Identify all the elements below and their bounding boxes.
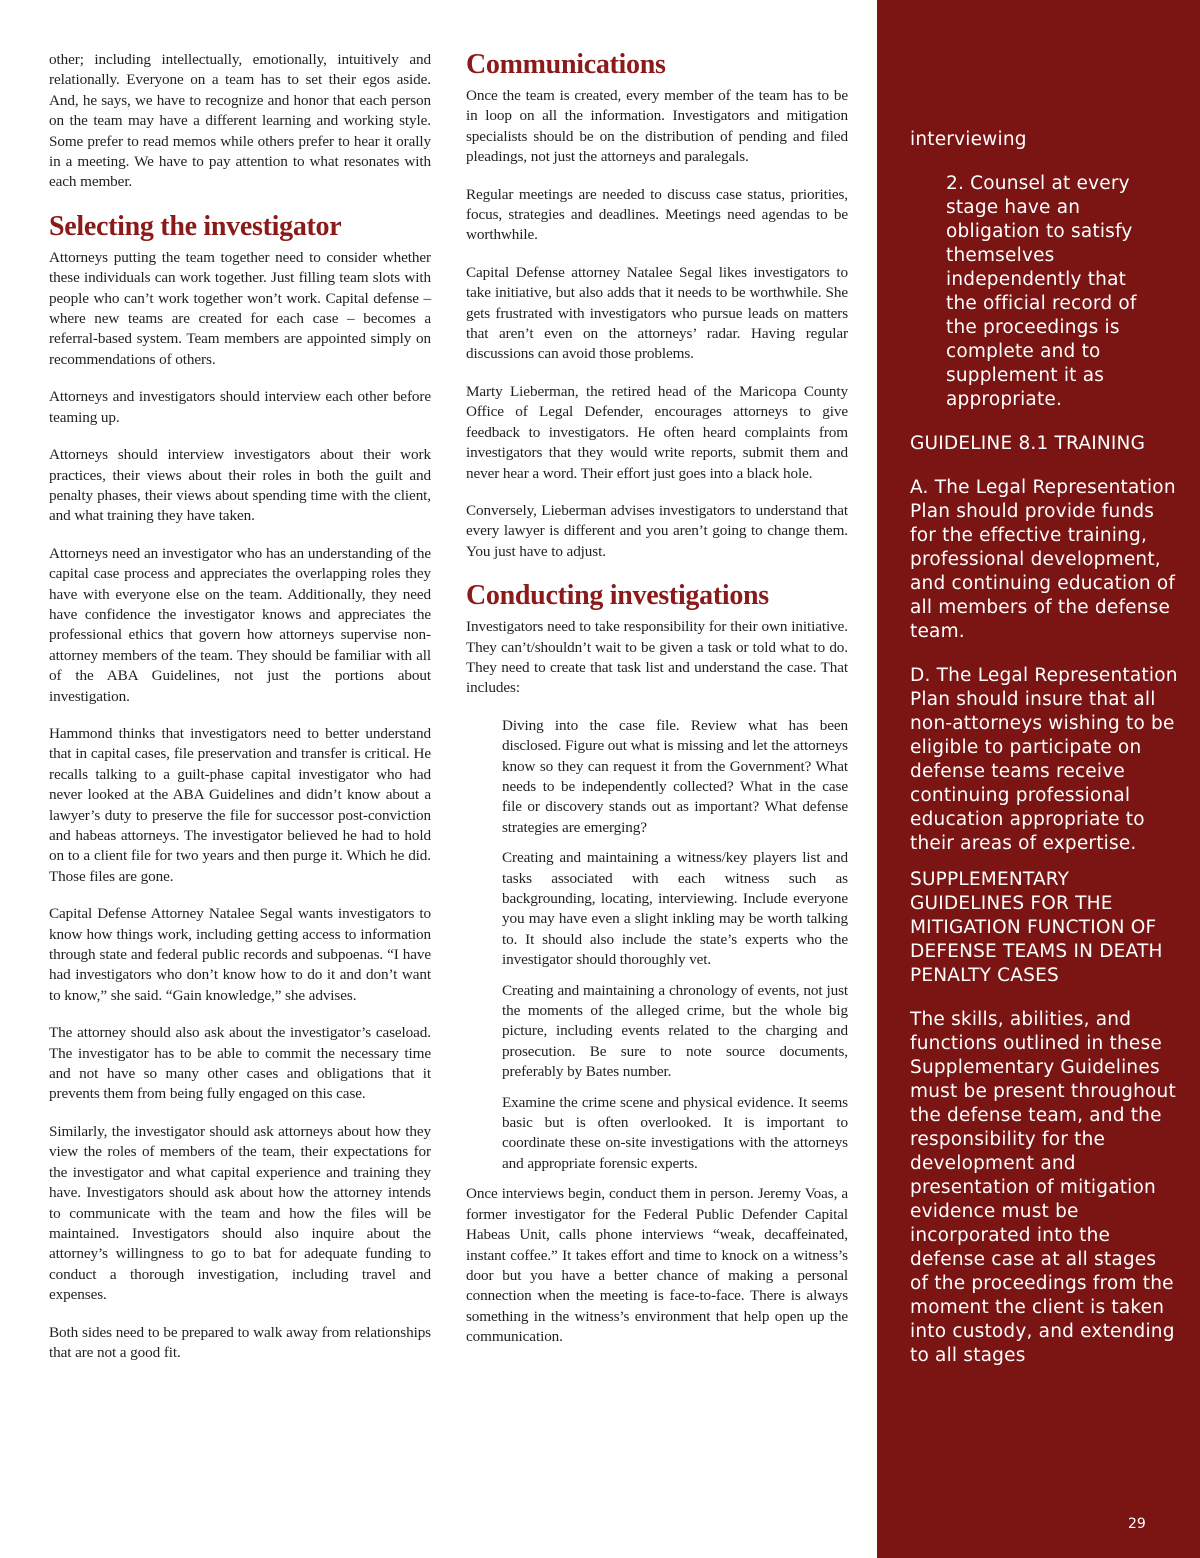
sidebar-lead-line: interviewing: [910, 129, 1027, 150]
left-column: [49, 50, 431, 1380]
body-paragraph: Capital Defense attorney Natalee Segal likes investigators to take initiative, but also adds that it needs to be worthwhile. She gets frustrated with investigators who pursue leads on matters that aren’t even on the attorneys’ radar. Having regular discussions can avoid those problems.: [466, 263, 848, 363]
body-paragraph: Similarly, the investigator should ask attorneys about how they view the roles of members of the team, their expectations for the investigator and what capital experience and training they have. Investigators should ask about how the attorney intends to communicate with the team and how the files will be maintained. Investigators should also inquire about the attorney’s willingness to go to bat for adequate funding to conduct a thorough investigation, including travel and expenses.: [49, 1122, 431, 1304]
sidebar-item-2: 2. Counsel at every stage have an obligation to satisfy themselves independently that the official record of the proceedings is complete and to supplement it as appropriate.: [946, 173, 1137, 410]
sidebar-content: [910, 128, 1180, 1388]
body-paragraph: Marty Lieberman, the retired head of the Maricopa County Office of Legal Defender, encourages attorneys to give feedback to investigators. He often heard complaints from investigators that they would write reports, submit them and never hear a word. Their effort just goes into a black hole.: [466, 382, 848, 482]
sidebar-item-d: D. The Legal Representation Plan should insure that all non-attorneys wishing to be eligible to participate on defense teams receive continuing professional education appropriate to their areas of expertise.: [910, 665, 1178, 854]
section-heading-conducting-investigations: Conducting investigations: [466, 580, 769, 612]
body-paragraph: Attorneys and investigators should interview each other before teaming up.: [49, 388, 431, 426]
sidebar-item-a: A. The Legal Representation Plan should provide funds for the effective training, professional development, and continuing education of all members of the defense team.: [910, 477, 1176, 642]
body-paragraph: Once the team is created, every member of the team has to be in loop on all the information. Investigators and mitigation specialists should be on the distribution of pending and filed pleadings, not just the attorneys and paralegals.: [466, 87, 848, 166]
list-item: Examine the crime scene and physical evidence. It seems basic but is often overlooked. It is important to coordinate these on-site investigations with the attorneys and appropriate forensic experts.: [502, 1093, 848, 1172]
list-item: Creating and maintaining a witness/key players list and tasks associated with each witness such as backgrounding, locating, interviewing. Include everyone you may have even a slight inkling may be worth talking to. It should also include the state’s experts who the investigator should thoroughly vet.: [502, 849, 848, 969]
intro-paragraph: other; including intellectually, emotionally, intuitively and relationally. Everyone on a team has to set their egos aside. And, he says, we have to recognize and honor that each person on the team may have a different learning and working style. Some prefer to read memos while others prefer to hear it orally in a meeting. We have to pay attention to what resonates with each member.: [49, 51, 431, 191]
section-heading-communications: Communications: [466, 49, 666, 80]
supplementary-heading: SUPPLEMENTARY GUIDELINES FOR THE MITIGATION FUNCTION OF DEFENSE TEAMS IN DEATH PENALTY CASES: [910, 869, 1163, 986]
task-list: [502, 716, 848, 1175]
body-paragraph: The attorney should also ask about the investigator’s caseload. The investigator has to be able to commit the necessary time and not have so many other cases and obligations that it prevents them from being fully engaged on this case.: [49, 1024, 431, 1103]
body-paragraph: Hammond thinks that investigators need to better understand that in capital cases, file preservation and transfer is critical. He recalls talking to a guilt-phase capital investigator who had never looked at the ABA Guidelines and didn’t know about a lawyer’s duty to preserve the file for successor post-conviction and habeas attorneys. The investigator believed he had to hold on to a client file for two years and then purge it. Which he did. Those files are gone.: [49, 724, 431, 885]
list-item: Diving into the case file. Review what has been disclosed. Figure out what is missing and let the attorneys know so they can request it from the Government? What needs to be independently collected? What in the case file or discovery stands out as important? What defense strategies are emerging?: [502, 716, 848, 836]
body-paragraph: Both sides need to be prepared to walk away from relationships that are not a good fit.: [49, 1323, 431, 1361]
section-heading-selecting-investigator: Selecting the investigator: [49, 210, 342, 242]
guideline-heading: GUIDELINE 8.1 TRAINING: [910, 433, 1146, 454]
body-paragraph: Regular meetings are needed to discuss case status, priorities, focus, strategies and deadlines. Meetings need agendas to be worthwhile.: [466, 185, 848, 244]
list-item: Creating and maintaining a chronology of events, not just the moments of the alleged crime, but the whole big picture, including events related to the charging and prosecution. Be sure to note source documents, preferably by Bates number.: [502, 981, 848, 1081]
body-paragraph: Attorneys should interview investigators about their work practices, their views about their roles in both the guilt and penalty phases, their views about spending time with the client, and what training they have taken.: [49, 446, 431, 525]
body-paragraph: Capital Defense Attorney Natalee Segal wants investigators to know how things work, including getting access to information through state and federal public records and subpoenas. “I have had investigators who don’t know how to do it and don’t want to know,” she said. “Gain knowledge,” she advises.: [49, 905, 431, 1004]
supplementary-text: The skills, abilities, and functions outlined in these Supplementary Guidelines must be present throughout the defense team, and the responsibility for the development and presentation of mitigation evidence must be incorporated into the defense case at all stages of the proceedings from the moment the client is taken into custody, and extending to all stages: [910, 1009, 1176, 1366]
page-number: 29: [1128, 1516, 1146, 1532]
body-paragraph: Attorneys putting the team together need to consider whether these individuals can work together. Just filling team slots with people who can’t work together won’t work. Capital defense – where new teams are created for each case – becomes a referral-based system. Team members are appointed simply on recommendations of others.: [49, 248, 431, 368]
body-paragraph: Attorneys need an investigator who has an understanding of the capital case process and appreciates the overlapping roles they have with everyone else on the team. Additionally, they need have confidence the investigator knows and appreciates the professional ethics that govern how attorneys supervise non-attorney members of the team. They should be familiar with all of the ABA Guidelines, not just the portions about investigation.: [49, 544, 431, 705]
body-paragraph: Conversely, Lieberman advises investigators to understand that every lawyer is different and you aren’t going to change them. You just have to adjust.: [466, 501, 848, 560]
middle-column: [466, 48, 848, 1365]
guidelines-sidebar: [877, 0, 1200, 1558]
body-paragraph: Once interviews begin, conduct them in person. Jeremy Voas, a former investigator for the Federal Public Defender Capital Habeas Unit, calls phone interviews “weak, decaffeinated, instant coffee.” It takes effort and time to knock on a witness’s door but you have a better chance of making a personal connection when the meeting is face-to-face. There is always something in the witness’s environment that help open up the communication.: [466, 1185, 848, 1346]
body-paragraph: Investigators need to take responsibility for their own initiative. They can’t/shouldn’t wait to be given a task or told what to do. They need to create that task list and understand the case. That includes:: [466, 618, 848, 697]
